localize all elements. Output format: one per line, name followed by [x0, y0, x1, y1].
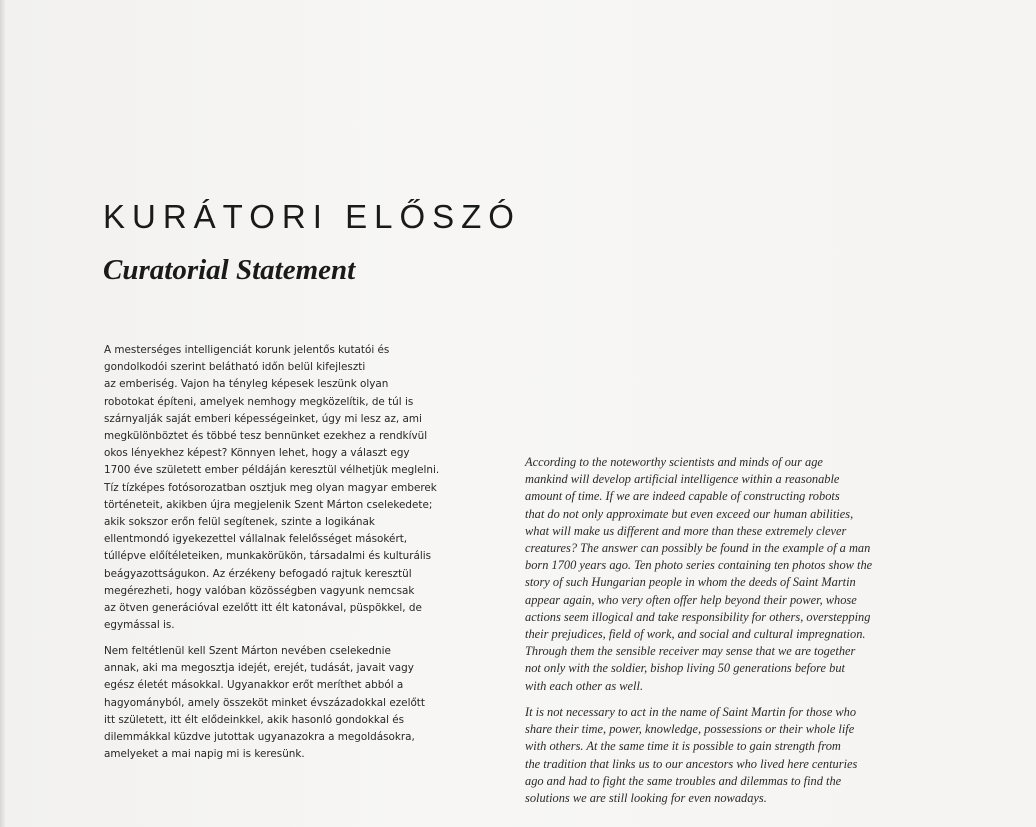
text-line: story of such Hungarian people in whom the deeds of Saint Martin	[525, 575, 856, 590]
text-line: dilemmákkal küzdve jutottak ugyanazokra a megoldásokra,	[104, 731, 415, 744]
english-paragraph-2	[525, 704, 905, 807]
text-line: It is not necessary to act in the name of Saint Martin for those who	[525, 705, 857, 719]
text-line: ellentmondó igyekezettel vállalnak felelősséget másokért,	[104, 533, 408, 546]
text-line: az emberiség. Vajon ha tényleg képesek leszünk olyan	[104, 378, 389, 391]
text-line: born 1700 years ago. Ten photo series containing ten photos show the	[525, 558, 873, 573]
text-line: egész életét másokkal. Ugyanakkor erőt meríthet abból a	[104, 679, 404, 692]
text-line: According to the noteworthy scientists and minds of our age	[525, 455, 823, 469]
page-gutter-shadow	[0, 0, 6, 827]
text-line: with each other as well.	[525, 678, 644, 693]
text-line: the tradition that links us to our ancestors who lived here centuries	[525, 756, 858, 771]
text-line: megérezheti, hogy valóban közösségben vagyunk nemcsak	[104, 584, 415, 597]
text-line: ago and had to fight the same troubles and dilemmas to find the	[525, 773, 842, 788]
text-line: Tíz tízképes fotósorozatban osztjuk meg olyan magyar emberek	[104, 481, 437, 494]
text-line: történeteit, akikben újra megjelenik Szent Márton cselekedete;	[104, 498, 433, 511]
page-title-hungarian: KURÁTORI ELŐSZÓ	[103, 198, 521, 235]
text-line: itt született, itt élt elődeinkkel, akik hasonló gondokkal és	[104, 713, 405, 726]
text-line: Nem feltétlenül kell Szent Márton nevében cselekednie	[104, 645, 391, 657]
text-line: beágyazottságukon. Az érzékeny befogadó rajtuk keresztül	[104, 567, 412, 580]
text-line: appear again, who very often offer help beyond their power, whose	[525, 592, 857, 607]
text-line: actions seem illogical and take responsibility for others, overstepping	[525, 609, 871, 624]
text-line: mankind will develop artificial intelligence within a reasonable	[525, 472, 840, 487]
text-line: that do not only approximate but even exceed our human abilities,	[525, 506, 854, 521]
text-line: robotokat építeni, amelyek nemhogy megközelítik, de túl is	[104, 395, 414, 408]
hungarian-paragraph-2	[104, 643, 484, 763]
text-line: hagyományból, amely összeköt minket évszázadokkal ezelőtt	[104, 696, 425, 709]
text-line: solutions we are still looking for even nowadays.	[525, 791, 767, 806]
text-line: okos lényekhez képest? Könnyen lehet, hogy a választ egy	[104, 447, 410, 460]
page-title-english: Curatorial Statement	[103, 254, 356, 286]
text-line: annak, aki ma megosztja idejét, erejét, tudását, javait vagy	[104, 662, 414, 675]
text-line: their prejudices, field of work, and social and cultural impregnation.	[525, 627, 866, 642]
text-line: amelyeket a mai napig mi is keresünk.	[104, 748, 305, 761]
text-line: gondolkodói szerint belátható időn belül kifejleszti	[104, 361, 366, 374]
text-line: egymással is.	[104, 619, 175, 632]
text-line: amount of time. If we are indeed capable of constructing robots	[525, 489, 840, 504]
text-line: akik sokszor erőn felül segítenek, szinte a logikának	[104, 516, 375, 529]
text-line: az ötven generációval ezelőtt itt élt katonával, püspökkel, de	[104, 602, 422, 615]
text-line: megkülönböztet és többé tesz bennünket ezekhez a rendkívül	[104, 430, 428, 443]
text-line: creatures? The answer can possibly be found in the example of a man	[525, 541, 871, 556]
text-line: share their time, power, knowledge, possessions or their whole life	[525, 722, 855, 737]
text-line: A mesterséges intelligenciát korunk jelentős kutatói és	[104, 344, 390, 356]
text-line: túllépve előítéleteiken, munkakörükön, társadalmi és kulturális	[104, 550, 432, 563]
text-line: Through them the sensible receiver may sense that we are together	[525, 644, 856, 659]
text-line: 1700 éve született ember példáján keresztül vélhetjük meglelni.	[104, 464, 440, 477]
text-line: szárnyalják saját emberi képességeinket, úgy mi lesz az, ami	[104, 412, 422, 425]
text-line: what will make us different and more than these extremely clever	[525, 523, 847, 538]
text-line: with others. At the same time it is possible to gain strength from	[525, 739, 841, 754]
text-line: not only with the soldier, bishop living 50 generations before but	[525, 661, 845, 676]
english-paragraph-1	[525, 454, 905, 695]
hungarian-paragraph-1	[104, 342, 484, 634]
